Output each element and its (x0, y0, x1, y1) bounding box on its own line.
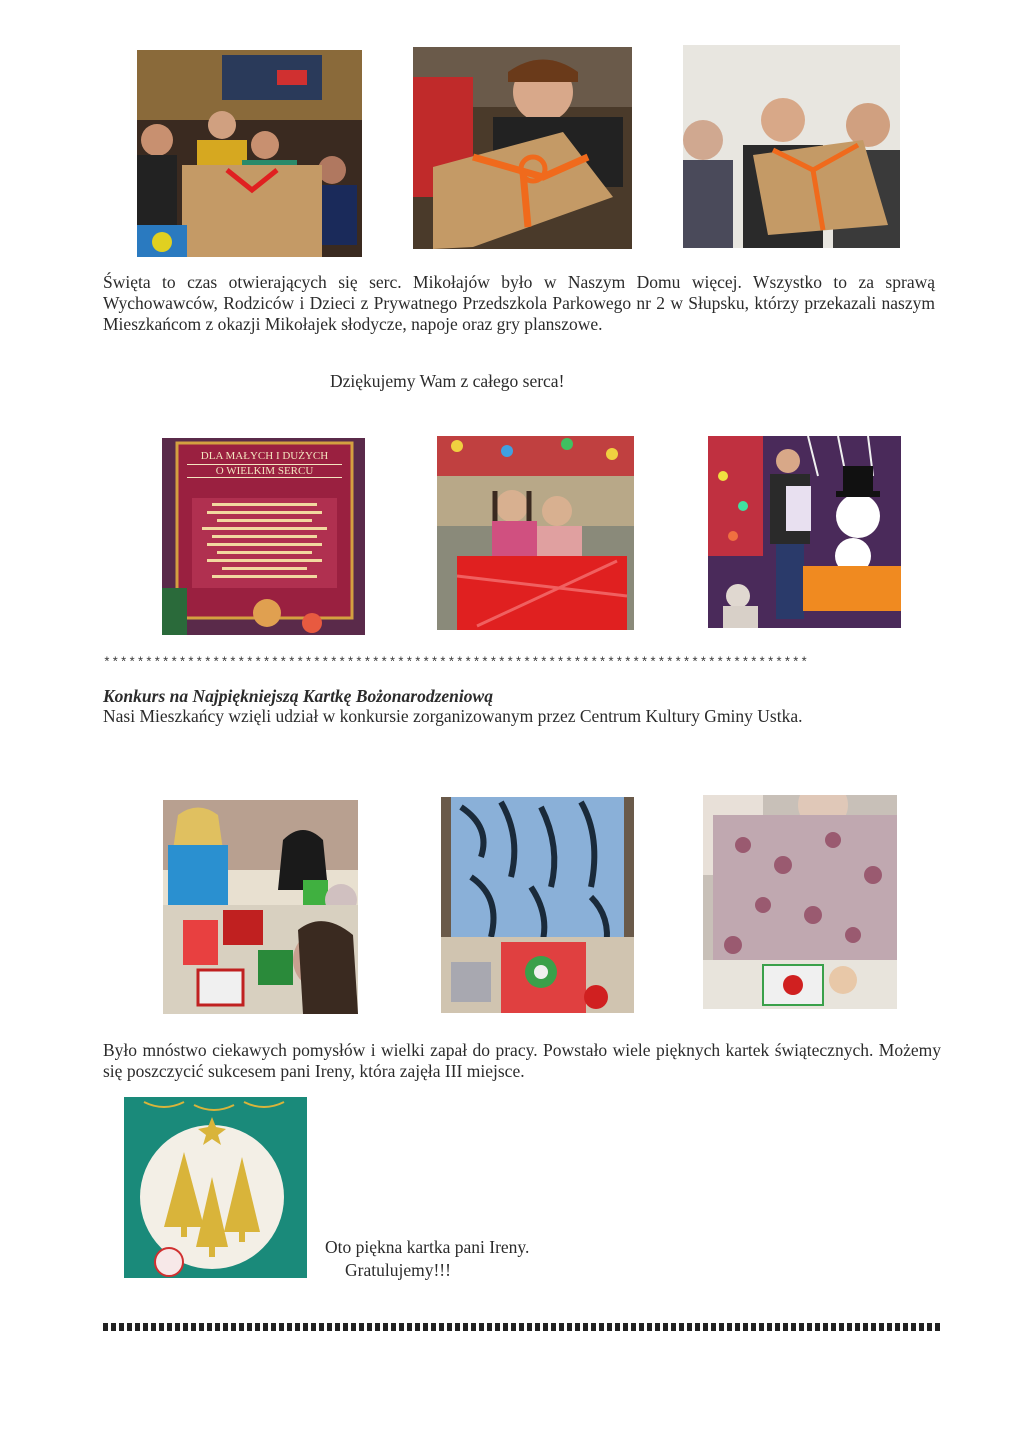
contest-summary-paragraph: Było mnóstwo ciekawych pomysłów i wielki zapał do pracy. Powstało wiele pięknych kartek świątecznych. Możemy się poszczycić sukcesem pani Ireny, która zajęła III miejsce. (103, 1040, 941, 1081)
photo-woman-floral-blouse (703, 795, 897, 1009)
photo-residents-making-cards (163, 800, 358, 1014)
contest-heading: Konkurs na Najpiękniejszą Kartkę Bożonarodzeniową (103, 686, 493, 706)
photo-residents-with-gift-box (137, 50, 362, 257)
photo-woman-zebra-blouse (441, 797, 634, 1013)
gift-thanks-paragraph: Święta to czas otwierających się serc. Mikołajów było w Naszym Domu więcej. Wszystko to za sprawą Wychowawców, Rodziców i Dzieci z Prywatnego Przedszkola Parkowego nr 2 w Słupsku, którzy przekazali naszym Mieszkańcom z okazji Mikołajek słodycze, napoje oraz gry planszowe. (103, 272, 935, 334)
star-separator: ************************************************************************************ (103, 655, 809, 670)
dotted-separator (103, 1323, 943, 1331)
poster-title (187, 450, 342, 478)
card-caption: Oto piękna kartka pani Ireny. (325, 1237, 530, 1257)
photo-man-with-snowman (708, 436, 901, 628)
photo-men-with-gift-box (683, 45, 900, 248)
photo-event-poster (162, 438, 365, 635)
contest-intro: Nasi Mieszkańcy wzięli udział w konkursie zorganizowanym przez Centrum Kultury Gminy Ustka. (103, 706, 803, 726)
photo-winning-christmas-card (124, 1097, 307, 1278)
thanks-line: Dziękujemy Wam z całego serca! (330, 371, 565, 391)
poster-title-line-2: O WIELKIM SERCU (187, 464, 342, 478)
photo-children-with-gift (437, 436, 634, 630)
poster-title-line-1: DLA MAŁYCH I DUŻYCH (200, 450, 329, 462)
photo-woman-with-gift-box (413, 47, 632, 249)
congratulations-text: Gratulujemy!!! (345, 1260, 451, 1280)
